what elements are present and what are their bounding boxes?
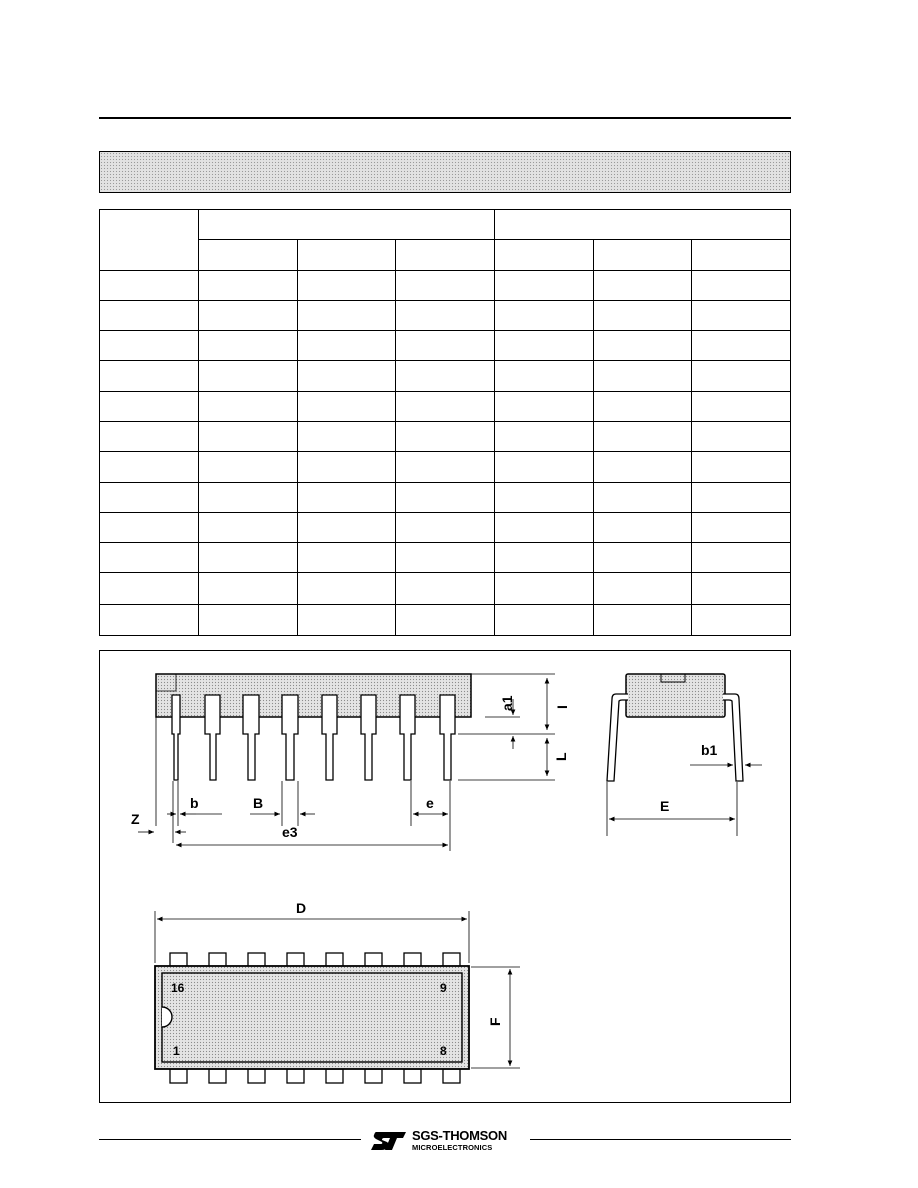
table-cell	[297, 240, 396, 270]
table-subheader-row	[100, 240, 791, 270]
table-row	[100, 421, 791, 451]
end-view	[607, 674, 762, 836]
table-cell	[494, 240, 593, 270]
dim-label-B: B	[253, 795, 264, 811]
table-row	[100, 391, 791, 421]
table-header-cell	[199, 210, 495, 240]
table-row	[100, 361, 791, 391]
package-outline-drawing	[99, 650, 791, 1103]
dim-label-z: Z	[131, 811, 140, 827]
table-cell	[593, 240, 692, 270]
table-row	[100, 604, 791, 635]
dim-label-a1: a1	[499, 695, 515, 711]
package-drawing-svg	[100, 651, 790, 1102]
table-header-cell	[100, 210, 199, 271]
pin-label-1: 1	[173, 1044, 180, 1058]
table-row	[100, 482, 791, 512]
table-row	[100, 300, 791, 330]
package-body-top	[155, 966, 469, 1069]
side-view	[138, 674, 555, 851]
dimensions-table	[99, 209, 791, 636]
pin-label-8: 8	[440, 1044, 447, 1058]
table-row	[100, 270, 791, 300]
table-header-cell	[494, 210, 790, 240]
st-logo-icon	[370, 1130, 408, 1152]
dim-label-e3: e3	[282, 824, 298, 840]
company-logo	[370, 1128, 530, 1154]
dim-label-D: D	[296, 900, 307, 916]
footer-rule-right	[530, 1139, 791, 1140]
table-cell	[396, 240, 495, 270]
dim-label-b1: b1	[701, 742, 718, 758]
table-row	[100, 512, 791, 542]
table-row	[100, 573, 791, 604]
table-row	[100, 331, 791, 361]
package-body-side	[156, 674, 471, 717]
top-view	[155, 911, 520, 1083]
footer-rule-left	[99, 1139, 361, 1140]
table-row	[100, 543, 791, 573]
table-cell	[692, 240, 791, 270]
dim-label-F: F	[487, 1017, 503, 1026]
header-rule	[99, 117, 791, 119]
dim-label-E: E	[660, 798, 670, 814]
section-title-bar	[99, 151, 791, 193]
package-body-end	[626, 674, 725, 717]
dim-label-b: b	[190, 795, 199, 811]
table-cell	[199, 240, 298, 270]
company-name: SGS-THOMSON	[412, 1128, 507, 1143]
table-row	[100, 452, 791, 482]
company-subtitle: MICROELECTRONICS	[412, 1143, 493, 1152]
dim-label-L: L	[553, 752, 569, 761]
pin-label-16: 16	[171, 981, 185, 995]
dim-label-e: e	[426, 795, 434, 811]
pin-label-9: 9	[440, 981, 447, 995]
table-header-row	[100, 210, 791, 240]
dim-label-I: I	[554, 705, 570, 709]
